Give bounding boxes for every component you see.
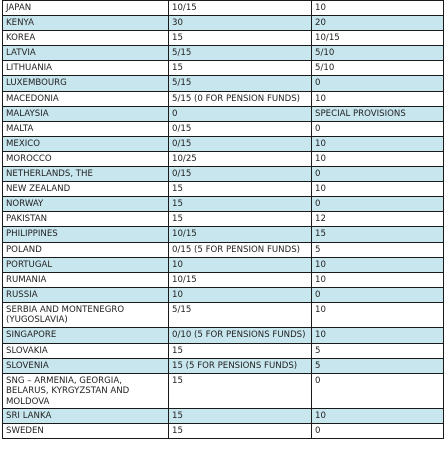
cell-rate1: 15 (169, 343, 312, 358)
table-row (3, 136, 444, 151)
cell-rate2: 5 (312, 358, 444, 373)
tax-rates-table (2, 0, 444, 439)
cell-rate2: 5 (312, 343, 444, 358)
cell-rate1: 5/15 (169, 76, 312, 91)
cell-rate1: 30 (169, 16, 312, 31)
table-row (3, 328, 444, 343)
table-row (3, 1, 444, 16)
cell-rate1: 10 (169, 287, 312, 302)
cell-rate1: 0/15 (169, 167, 312, 182)
cell-rate1: 5/15 (0 FOR PENSION FUNDS) (169, 91, 312, 106)
cell-rate2: 5/10 (312, 61, 444, 76)
table-row (3, 76, 444, 91)
table-row (3, 272, 444, 287)
cell-country: PHILIPPINES (3, 227, 169, 242)
table-row (3, 343, 444, 358)
table-row (3, 121, 444, 136)
cell-rate2: 10 (312, 328, 444, 343)
cell-rate2: 0 (312, 197, 444, 212)
table-row (3, 16, 444, 31)
table-row (3, 373, 444, 408)
cell-rate2: SPECIAL PROVISIONS (312, 106, 444, 121)
table-row (3, 408, 444, 423)
cell-country: SINGAPORE (3, 328, 169, 343)
table-row (3, 91, 444, 106)
table-row (3, 358, 444, 373)
cell-rate1: 0 (169, 106, 312, 121)
table-row (3, 167, 444, 182)
cell-rate2: 10 (312, 302, 444, 328)
cell-country: SERBIA AND MONTENEGRO (YUGOSLAVIA) (3, 302, 169, 328)
cell-country: RUMANIA (3, 272, 169, 287)
cell-rate2: 5/10 (312, 46, 444, 61)
table-row (3, 212, 444, 227)
cell-rate2: 10 (312, 151, 444, 166)
cell-country: NETHERLANDS, THE (3, 167, 169, 182)
cell-country: LATVIA (3, 46, 169, 61)
table-row (3, 242, 444, 257)
cell-country: MALAYSIA (3, 106, 169, 121)
cell-rate2: 20 (312, 16, 444, 31)
cell-rate2: 10 (312, 182, 444, 197)
cell-country: MACEDONIA (3, 91, 169, 106)
cell-rate1: 5/15 (169, 46, 312, 61)
cell-rate2: 10/15 (312, 31, 444, 46)
cell-rate1: 15 (169, 212, 312, 227)
cell-country: SRI LANKA (3, 408, 169, 423)
cell-rate2: 10 (312, 408, 444, 423)
cell-rate2: 10 (312, 1, 444, 16)
table-row (3, 31, 444, 46)
table-row (3, 151, 444, 166)
cell-rate1: 10/25 (169, 151, 312, 166)
table-row (3, 287, 444, 302)
cell-rate1: 0/15 (169, 121, 312, 136)
cell-rate2: 10 (312, 136, 444, 151)
cell-country: MALTA (3, 121, 169, 136)
cell-country: SLOVAKIA (3, 343, 169, 358)
cell-country: MEXICO (3, 136, 169, 151)
table-row (3, 197, 444, 212)
cell-rate2: 10 (312, 272, 444, 287)
cell-country: LITHUANIA (3, 61, 169, 76)
cell-rate1: 15 (5 FOR PENSIONS FUNDS) (169, 358, 312, 373)
cell-rate1: 15 (169, 423, 312, 438)
cell-rate1: 15 (169, 408, 312, 423)
cell-rate1: 10 (169, 257, 312, 272)
cell-rate1: 15 (169, 61, 312, 76)
table-body (3, 1, 444, 439)
cell-rate1: 0/15 (5 FOR PENSION FUNDS) (169, 242, 312, 257)
table-row (3, 423, 444, 438)
cell-rate2: 0 (312, 76, 444, 91)
cell-country: POLAND (3, 242, 169, 257)
cell-rate1: 15 (169, 373, 312, 408)
cell-rate1: 5/15 (169, 302, 312, 328)
cell-country: SWEDEN (3, 423, 169, 438)
cell-rate2: 10 (312, 257, 444, 272)
cell-country: KENYA (3, 16, 169, 31)
cell-rate1: 15 (169, 31, 312, 46)
cell-country: NORWAY (3, 197, 169, 212)
cell-rate1: 10/15 (169, 272, 312, 287)
table-row (3, 302, 444, 328)
cell-rate2: 15 (312, 227, 444, 242)
cell-rate2: 12 (312, 212, 444, 227)
cell-rate2: 0 (312, 373, 444, 408)
cell-rate2: 5 (312, 242, 444, 257)
cell-country: SNG – ARMENIA, GEORGIA, BELARUS, KYRGYZSTAN AND MOLDOVA (3, 373, 169, 408)
cell-rate2: 0 (312, 423, 444, 438)
cell-country: JAPAN (3, 1, 169, 16)
cell-rate1: 10/15 (169, 227, 312, 242)
cell-rate2: 10 (312, 91, 444, 106)
table-row (3, 106, 444, 121)
cell-country: LUXEMBOURG (3, 76, 169, 91)
cell-country: RUSSIA (3, 287, 169, 302)
cell-rate1: 0/10 (5 FOR PENSIONS FUNDS) (169, 328, 312, 343)
table-row (3, 257, 444, 272)
cell-rate2: 0 (312, 287, 444, 302)
cell-rate1: 15 (169, 182, 312, 197)
cell-rate1: 0/15 (169, 136, 312, 151)
table-row (3, 227, 444, 242)
cell-country: SLOVENIA (3, 358, 169, 373)
cell-country: MOROCCO (3, 151, 169, 166)
cell-country: PORTUGAL (3, 257, 169, 272)
table-row (3, 46, 444, 61)
cell-rate2: 0 (312, 167, 444, 182)
cell-rate2: 0 (312, 121, 444, 136)
cell-country: KOREA (3, 31, 169, 46)
cell-rate1: 15 (169, 197, 312, 212)
table-row (3, 61, 444, 76)
cell-rate1: 10/15 (169, 1, 312, 16)
table-row (3, 182, 444, 197)
cell-country: NEW ZEALAND (3, 182, 169, 197)
cell-country: PAKISTAN (3, 212, 169, 227)
